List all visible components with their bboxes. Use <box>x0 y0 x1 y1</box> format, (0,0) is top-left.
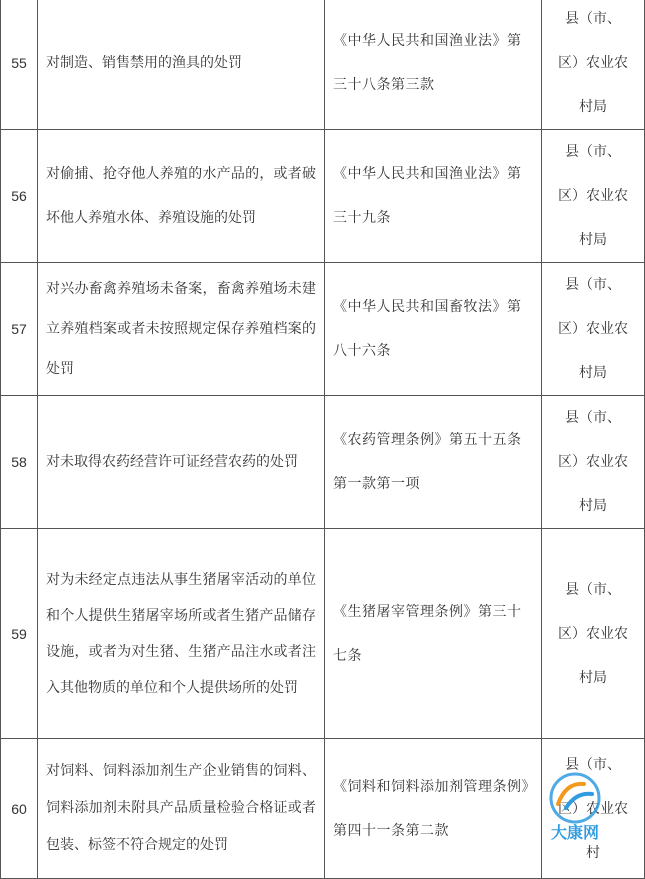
table-row <box>1 130 645 263</box>
penalty-item: 对为未经定点违法从事生猪屠宰活动的单位和个人提供生猪屠宰场所或者生猪产品储存设施，或者为对生猪、生猪产品注水或者注入其他物质的单位和个人提供场所的处罚 <box>38 529 325 739</box>
row-number: 57 <box>1 263 38 396</box>
penalty-item: 对饲料、饲料添加剂生产企业销售的饲料、饲料添加剂未附具产品质量检验合格证或者包装、标签不符合规定的处罚 <box>38 739 325 879</box>
penalty-item: 对兴办畜禽养殖场未备案，畜禽养殖场未建立养殖档案或者未按照规定保存养殖档案的处罚 <box>38 263 325 396</box>
row-number: 56 <box>1 130 38 263</box>
site-watermark-logo <box>536 768 614 844</box>
legal-basis: 《中华人民共和国畜牧法》第八十六条 <box>325 263 542 396</box>
penalty-item: 对偷捕、抢夺他人养殖的水产品的，或者破坏他人养殖水体、养殖设施的处罚 <box>38 130 325 263</box>
row-number: 59 <box>1 529 38 739</box>
legal-basis: 《中华人民共和国渔业法》第三十九条 <box>325 130 542 263</box>
watermark-emblem-icon <box>536 768 614 844</box>
row-number: 55 <box>1 0 38 130</box>
row-number: 60 <box>1 739 38 879</box>
table-row <box>1 396 645 529</box>
enforcement-dept: 县（市、 区）农业农 村局 <box>542 396 645 529</box>
row-number: 58 <box>1 396 38 529</box>
penalty-item: 对未取得农药经营许可证经营农药的处罚 <box>38 396 325 529</box>
enforcement-dept: 县（市、 区）农业农 村局 <box>542 263 645 396</box>
legal-basis: 《饲料和饲料添加剂管理条例》第四十一条第二款 <box>325 739 542 879</box>
legal-basis: 《生猪屠宰管理条例》第三十七条 <box>325 529 542 739</box>
enforcement-dept: 县（市、 区）农业农 村局 <box>542 0 645 130</box>
legal-basis: 《农药管理条例》第五十五条第一款第一项 <box>325 396 542 529</box>
enforcement-dept: 县（市、 区）农业农 村局 <box>542 529 645 739</box>
table-row <box>1 529 645 739</box>
legal-basis: 《中华人民共和国渔业法》第三十八条第三款 <box>325 0 542 130</box>
table-row <box>1 0 645 130</box>
table-row <box>1 263 645 396</box>
watermark-text: 大康网 <box>550 823 600 842</box>
penalty-item: 对制造、销售禁用的渔具的处罚 <box>38 0 325 130</box>
enforcement-dept: 县（市、 区）农业农 村 <box>542 739 645 879</box>
enforcement-dept: 县（市、 区）农业农 村局 <box>542 130 645 263</box>
